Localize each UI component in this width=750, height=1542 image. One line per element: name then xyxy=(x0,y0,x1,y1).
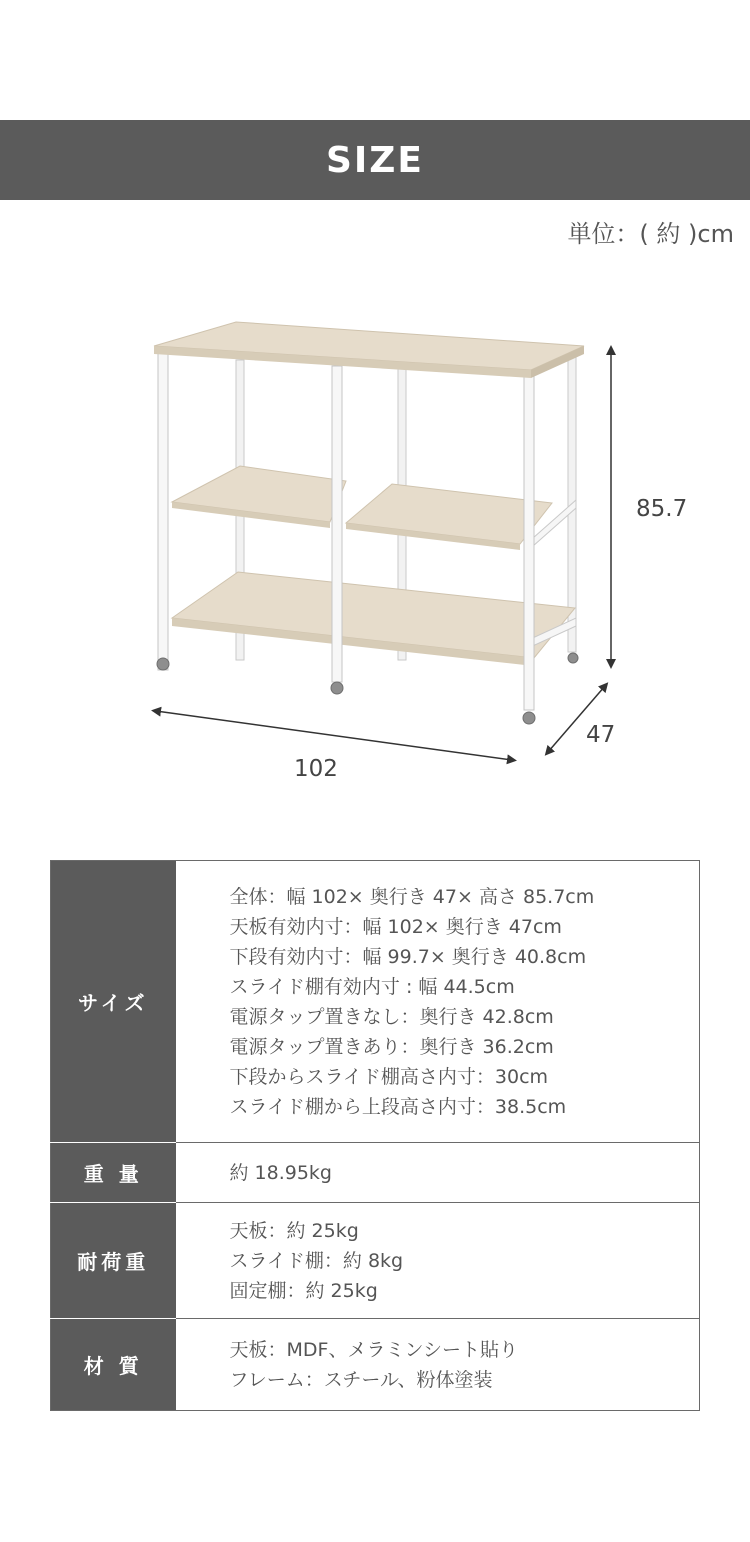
spec-line: 下段有効内寸：幅 99.7× 奥行き 40.8cm xyxy=(229,945,587,968)
size-title: SIZE xyxy=(325,139,425,181)
spec-label-material: 材 質 xyxy=(51,1319,176,1411)
spec-label-weight: 重 量 xyxy=(51,1143,176,1203)
spec-row-size xyxy=(51,861,700,1143)
spec-line: 天板：約 25kg xyxy=(229,1219,359,1242)
spec-line: 電源タップ置きあり：奥行き 36.2cm xyxy=(229,1035,554,1058)
width-dimension-label: 102 xyxy=(294,756,338,782)
spec-line: 天板：MDF、メラミンシート貼り xyxy=(229,1338,518,1361)
size-header-banner xyxy=(0,120,750,200)
width-arrow xyxy=(156,711,512,760)
depth-dimension-label: 47 xyxy=(586,722,616,748)
spec-line: 全体：幅 102× 奥行き 47× 高さ 85.7cm xyxy=(229,885,595,908)
rack-illustration xyxy=(0,300,750,800)
spec-value-weight xyxy=(176,1143,700,1203)
spec-label-size: サイズ xyxy=(51,861,176,1143)
spec-label-load-capacity: 耐荷重 xyxy=(51,1203,176,1319)
spec-line: 約 18.95kg xyxy=(229,1161,332,1184)
spec-line: 電源タップ置きなし：奥行き 42.8cm xyxy=(229,1005,554,1028)
spec-row-material xyxy=(51,1319,700,1411)
spec-table xyxy=(50,860,700,1411)
height-dimension-label: 85.7 xyxy=(636,496,688,522)
spec-line: 下段からスライド棚高さ内寸：30cm xyxy=(229,1065,549,1088)
slide-shelves xyxy=(172,466,552,550)
spec-value-load-capacity xyxy=(176,1203,700,1319)
spec-line: フレーム：スチール、粉体塗装 xyxy=(229,1368,493,1391)
unit-label: 単位：( 約 )cm xyxy=(567,220,734,248)
bottom-shelf xyxy=(172,572,575,666)
dimension-arrows xyxy=(156,350,611,760)
spec-row-weight xyxy=(51,1143,700,1203)
top-board xyxy=(154,322,584,378)
spec-line: スライド棚から上段高さ内寸：38.5cm xyxy=(229,1095,567,1118)
spec-line: 固定棚：約 25kg xyxy=(229,1279,378,1302)
spec-line: 天板有効内寸：幅 102× 奥行き 47cm xyxy=(229,915,562,938)
spec-value-material xyxy=(176,1319,700,1411)
spec-row-load-capacity xyxy=(51,1203,700,1319)
spec-value-size xyxy=(176,861,700,1143)
spec-line: スライド棚：約 8kg xyxy=(229,1249,404,1272)
spec-line: スライド棚有効内寸 : 幅 44.5cm xyxy=(229,975,515,998)
product-dimension-figure xyxy=(0,300,750,800)
